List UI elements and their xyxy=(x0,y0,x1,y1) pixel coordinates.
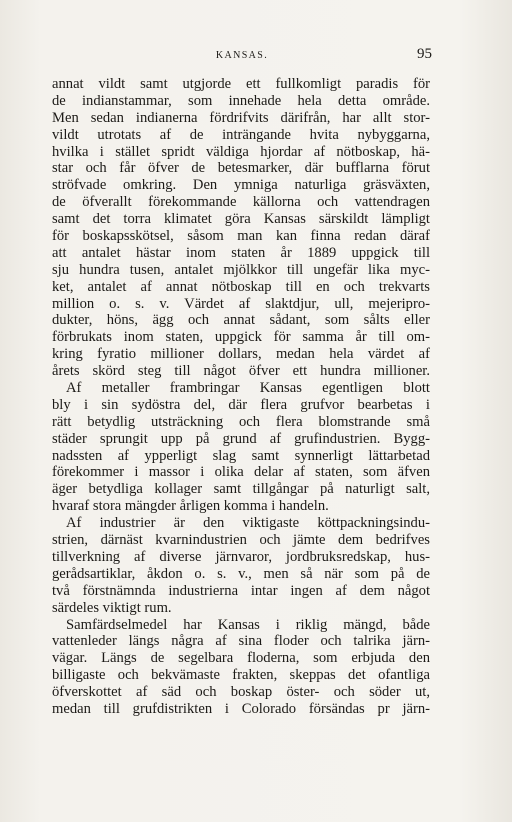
text-line: städer sprungit upp på grund af grufindustrien. Bygg- xyxy=(52,430,430,447)
text-line: annat vildt samt utgjorde ett fullkomligt paradis för xyxy=(52,76,430,92)
text-line: hvaraf stora mängder årligen komma i handeln. xyxy=(52,498,329,515)
text-line: tillverkning af diverse järnvaror, jordbruksredskap, hus- xyxy=(52,548,430,565)
text-line: för boskapsskötsel, såsom man kan finna redan däraf xyxy=(52,228,430,245)
text-line: kring fyratio millioner dollars, medan hela värdet af xyxy=(52,346,430,363)
page-number: 95 xyxy=(417,46,432,62)
text-line: Af metaller frambringar Kansas egentligen blott xyxy=(66,380,430,397)
text-line: hvilka i stället spridt väldiga hjordar af nötboskap, hä- xyxy=(52,143,430,160)
text-line: nadssten af ypperligt slag samt synnerligt lättarbetad xyxy=(52,447,430,464)
text-line: gerådsartiklar, åkdon o. s. v., men så när som på de xyxy=(52,565,430,582)
text-line: star och får öfver de betesmarker, där bufflarna förut xyxy=(52,160,430,177)
text-line: Men sedan indianerna fördrifvits därifrån, har allt stor- xyxy=(52,109,430,126)
text-line: billigaste och bekvämaste frakten, skeppas det ofantliga xyxy=(52,667,430,684)
text-line: ket, antalet af annat nötboskap till en och trekvarts xyxy=(52,278,430,295)
text-line: de indianstammar, som innehade hela detta område. xyxy=(52,92,430,109)
text-line: två förstnämnda industrierna intar ingen af dem något xyxy=(52,582,430,599)
text-line: förekommer i massor i olika delar af staten, som äfven xyxy=(52,464,430,481)
text-line: öfverskottet af säd och boskap öster- och söder ut, xyxy=(52,684,430,701)
text-line: million o. s. v. Värdet af slaktdjur, ull, mejeripro- xyxy=(52,295,430,312)
text-line: sju hundra tusen, antalet mjölkkor till ungefär lika myc- xyxy=(52,261,430,278)
text-line: årets skörd steg till något öfver ett hundra millioner. xyxy=(52,363,430,380)
text-line: strien, därnäst kvarnindustrien och jämte dem bedrifves xyxy=(52,532,430,549)
text-line: äger betydliga kollager samt tillgångar på naturligt salt, xyxy=(52,481,430,498)
text-line: dukter, höns, ägg och annat sådant, som sålts eller xyxy=(52,312,430,329)
text-line: förbrukats inom staten, uppgick för samma år till om- xyxy=(52,329,430,346)
text-line: att antalet hästar inom staten år 1889 uppgick till xyxy=(52,244,430,261)
text-line: medan till grufdistrikten i Colorado försändas pr järn- xyxy=(52,700,430,717)
text-line: vägar. Längs de segelbara floderna, som erbjuda den xyxy=(52,650,430,667)
text-line: vildt utrotats af de inträngande hvita nybyggarna, xyxy=(52,126,430,143)
text-line: bly i sin sydöstra del, där flera grufvor bearbetas i xyxy=(52,396,430,413)
text-line: rätt betydlig utsträckning och flera blomstrande små xyxy=(52,413,430,430)
text-line: de öfverallt förekommande källorna och vattendragen xyxy=(52,194,430,211)
text-line: Af industrier är den viktigaste köttpackningsindu- xyxy=(66,515,430,532)
text-line: vattenleder längs några af sina floder och talrika järn- xyxy=(52,633,430,650)
text-line: ströfvade omkring. Den ymniga naturliga gräsväxten, xyxy=(52,177,430,194)
running-head: KANSAS. xyxy=(215,50,269,61)
page-header xyxy=(52,46,432,68)
text-line: samt det torra klimatet göra Kansas särskildt lämpligt xyxy=(52,211,430,228)
text-line: Samfärdselmedel har Kansas i riklig mängd, både xyxy=(66,616,430,633)
body-text xyxy=(52,76,430,718)
text-line: särdeles viktigt rum. xyxy=(52,599,172,616)
